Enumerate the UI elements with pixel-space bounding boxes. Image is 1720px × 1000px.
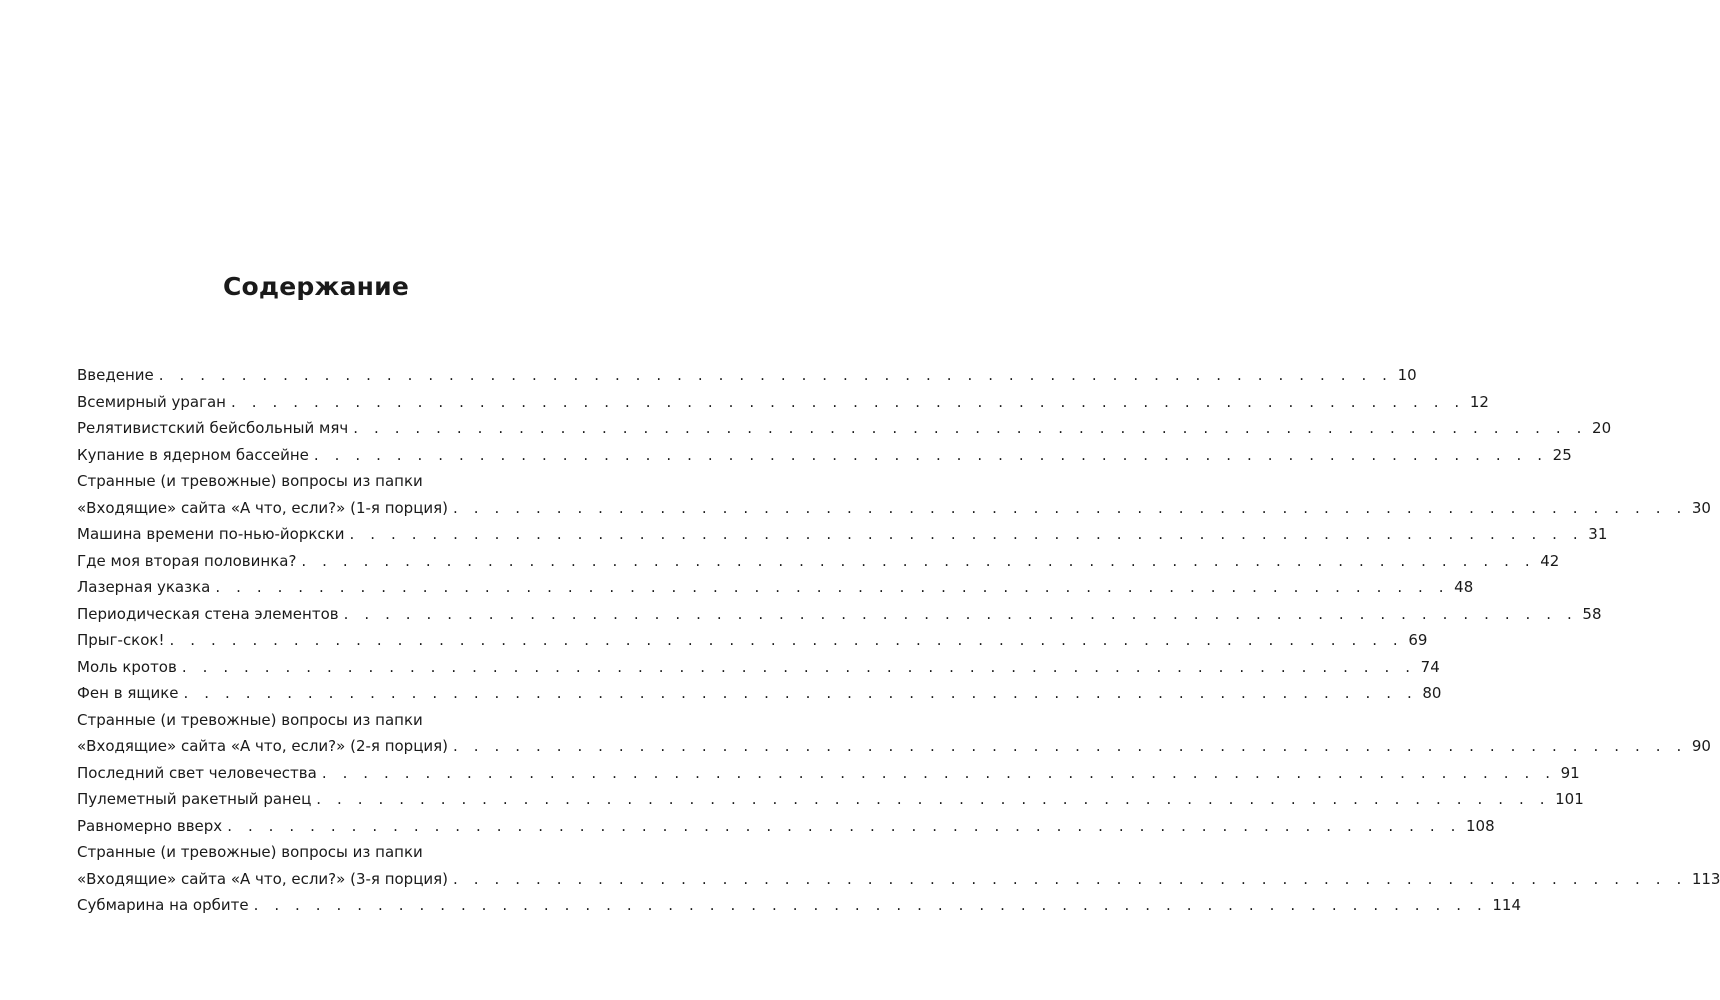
toc-entry	[77, 468, 1711, 521]
toc-entry	[77, 601, 1602, 628]
toc-entry	[77, 892, 1522, 919]
toc-page-number: 42	[1540, 551, 1560, 570]
toc-entry-title: Релятивистский бейсбольный мяч	[77, 419, 349, 437]
toc-entry	[77, 813, 1495, 840]
toc-page-number: 90	[1691, 737, 1711, 755]
toc-entry	[77, 548, 1560, 575]
toc-entry-line	[77, 892, 1522, 919]
toc-page-number: 25	[1552, 445, 1572, 464]
toc-entry	[77, 760, 1580, 787]
toc-entry-line	[77, 866, 1720, 893]
toc-dot-leader	[349, 521, 1583, 548]
toc-entry-first-line: Странные (и тревожные) вопросы из папки	[77, 710, 423, 729]
toc-entry-title: «Входящие» сайта «А что, если?» (2-я порция)	[77, 737, 449, 755]
toc-entry-line	[77, 521, 1608, 548]
toc-entry-line	[77, 495, 1711, 522]
toc-page-number: 30	[1691, 498, 1711, 517]
toc-dot-leader	[344, 601, 1578, 628]
page-title: Содержание	[222, 272, 410, 301]
toc-entry-first-line: Странные (и тревожные) вопросы из папки	[77, 843, 423, 861]
toc-page-number: 80	[1422, 684, 1442, 702]
toc-page-number: 108	[1466, 816, 1495, 835]
toc-entry-title: Фен в ящике	[77, 684, 179, 702]
toc-dot-leader	[231, 389, 1465, 416]
toc-page-number: 10	[1397, 366, 1417, 384]
toc-entry-line	[77, 760, 1580, 787]
toc-entry-line	[77, 733, 1711, 760]
toc-page-number: 114	[1492, 896, 1522, 914]
toc-entry-title: Всемирный ураган	[77, 392, 226, 411]
toc-dot-leader	[254, 892, 1488, 919]
toc-page-number: 69	[1408, 631, 1428, 649]
toc-entry-line	[77, 813, 1495, 840]
toc-entry-title: Последний свет человечества	[77, 763, 317, 782]
toc-page-number: 20	[1592, 419, 1612, 437]
toc-entry	[77, 574, 1474, 601]
toc-dot-leader	[159, 362, 1393, 389]
toc-page-number: 101	[1555, 790, 1584, 808]
toc-entry-title: Прыг-скок!	[77, 631, 165, 649]
toc-entry-line	[77, 601, 1602, 628]
toc-entry	[77, 786, 1584, 813]
toc-entry-title: Периодическая стена элементов	[77, 604, 339, 623]
toc-entry-line	[77, 786, 1584, 813]
toc-entry	[77, 442, 1572, 469]
toc-dot-leader	[227, 813, 1461, 840]
toc-entry-title: Введение	[77, 366, 154, 384]
toc-entry-title: Субмарина на орбите	[77, 896, 249, 914]
toc-page-number: 91	[1560, 763, 1580, 782]
toc-entry	[77, 680, 1442, 707]
toc-dot-leader	[170, 627, 1404, 654]
toc-entry	[77, 839, 1720, 892]
toc-page-number: 31	[1588, 525, 1608, 543]
toc-entry-title: Пулеметный ракетный ранец	[77, 790, 312, 808]
toc-dot-leader	[301, 548, 1535, 575]
toc-dot-leader	[322, 760, 1556, 787]
toc-entry-line	[77, 389, 1489, 416]
toc-dot-leader	[453, 866, 1687, 893]
toc-entry-title: Равномерно вверх	[77, 816, 223, 835]
toc-entry-title: Лазерная указка	[77, 578, 211, 596]
toc-entry-line	[77, 574, 1474, 601]
toc-entry-title: Машина времени по-нью-йоркски	[77, 525, 345, 543]
toc-entry-title: «Входящие» сайта «А что, если?» (1-я порция)	[77, 498, 449, 517]
toc-entry-title: Моль кротов	[77, 657, 177, 676]
toc-page-number: 48	[1454, 578, 1474, 596]
toc-entry	[77, 415, 1612, 442]
toc-dot-leader	[314, 442, 1548, 469]
toc-dot-leader	[316, 786, 1550, 813]
toc-dot-leader	[453, 733, 1687, 760]
toc-entry-line	[77, 654, 1440, 681]
toc-entry	[77, 362, 1417, 389]
toc-entry	[77, 627, 1428, 654]
toc-entry-title: «Входящие» сайта «А что, если?» (3-я порция)	[77, 869, 449, 888]
toc-page-number: 12	[1469, 392, 1489, 411]
toc-entry-line	[77, 548, 1560, 575]
toc-dot-leader	[184, 680, 1418, 707]
toc-page-number: 74	[1420, 657, 1440, 676]
toc-entry-line	[77, 680, 1442, 707]
toc-dot-leader	[182, 654, 1416, 681]
toc-entry-title: Купание в ядерном бассейне	[77, 445, 309, 464]
toc-entry-line	[77, 442, 1572, 469]
toc-entry-line	[77, 362, 1417, 389]
toc-page-number: 58	[1582, 604, 1602, 623]
toc-entry-line	[77, 415, 1612, 442]
toc-entry	[77, 521, 1608, 548]
toc-entry-first-line: Странные (и тревожные) вопросы из папки	[77, 472, 423, 490]
toc-entry	[77, 707, 1711, 760]
toc-dot-leader	[453, 495, 1687, 522]
toc-dot-leader	[353, 415, 1587, 442]
toc-entry-title: Где моя вторая половинка?	[77, 551, 297, 570]
toc-entry-line	[77, 627, 1428, 654]
table-of-contents	[77, 362, 1720, 919]
toc-dot-leader	[215, 574, 1449, 601]
toc-entry	[77, 654, 1440, 681]
toc-entry	[77, 389, 1489, 416]
toc-page-number: 113	[1691, 869, 1720, 888]
